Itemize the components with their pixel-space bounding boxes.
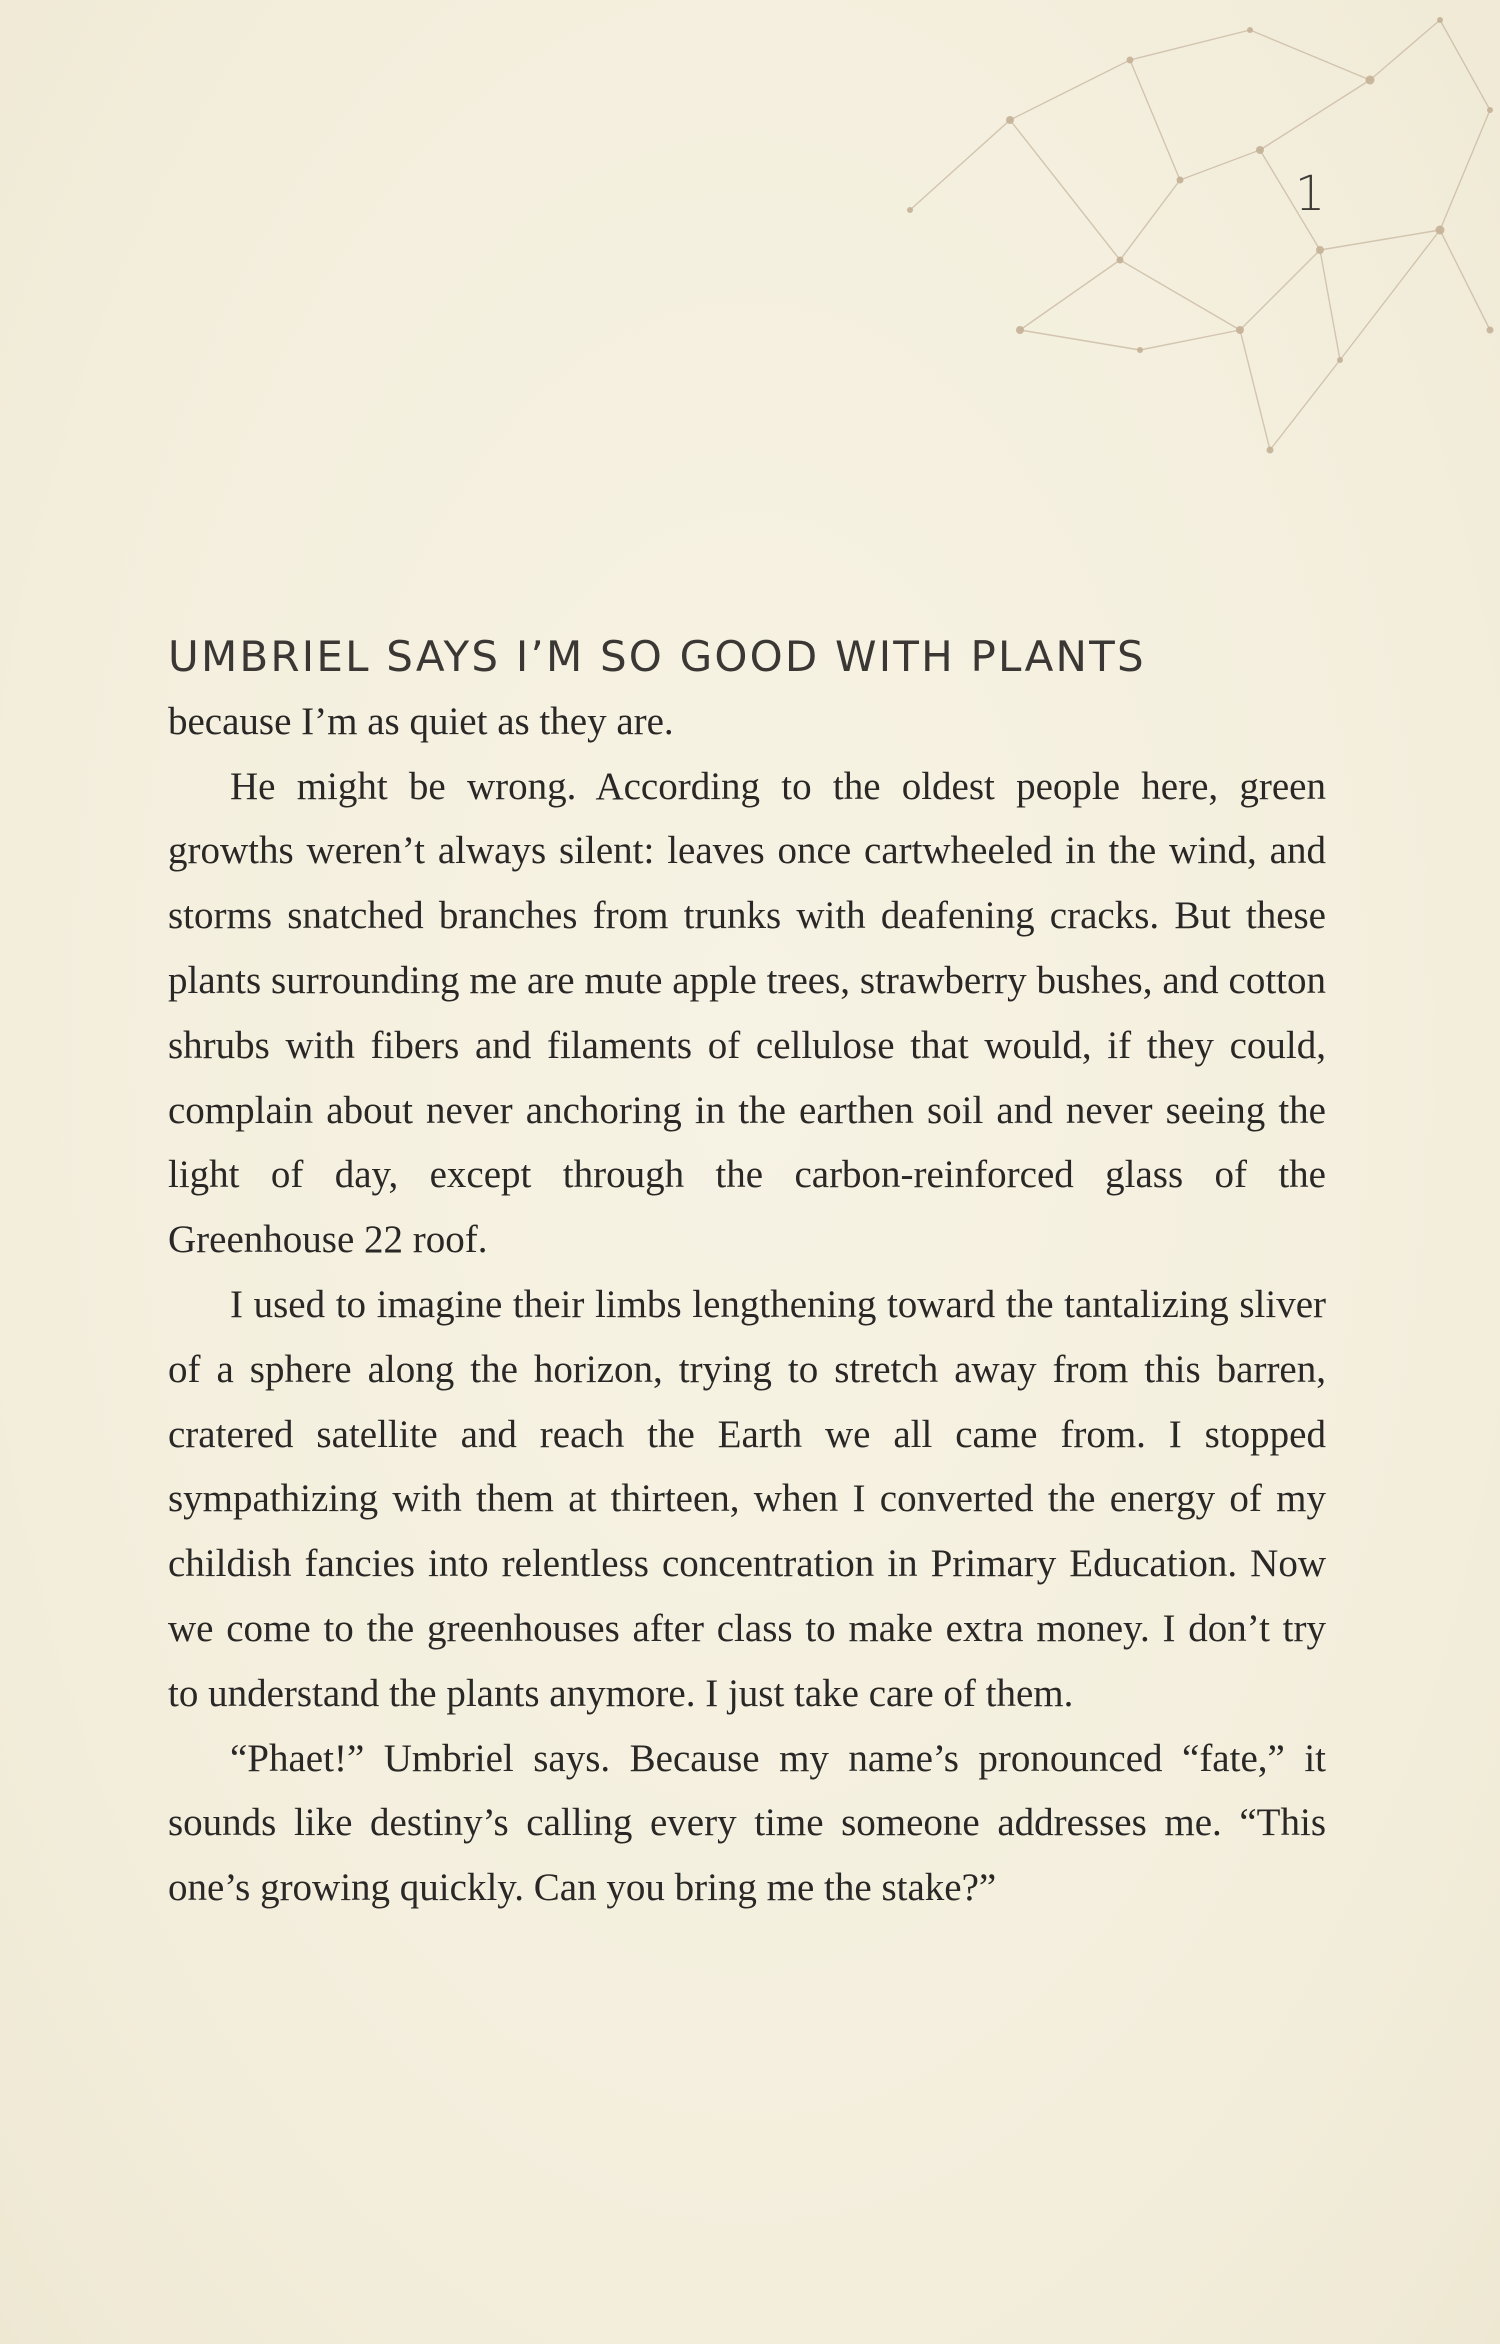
paragraph: “Phaet!” Umbriel says. Because my name’s pronounced “fate,” it sounds like destiny’s calling every time someone addresses me. “This one’s growing quickly. Can you bring me the stake?” xyxy=(168,1736,1326,1910)
chapter-text xyxy=(168,625,1326,1921)
paragraph: because I’m as quiet as they are. xyxy=(168,699,674,743)
chapter-number: 1 xyxy=(1294,166,1326,222)
constellation-ornament xyxy=(880,0,1500,480)
paragraph: I used to imagine their limbs lengthening toward the tantalizing sliver of a sphere along the horizon, trying to stretch away from this barren, cratered satellite and reach the Earth we all came from. I stopped sympathizing with them at thirteen, when I converted the energy of my childish fancies into relentless concentration in Primary Education. Now we come to the greenhouses after class to make extra money. I don’t try to understand the plants anymore. I just take care of them. xyxy=(168,1282,1326,1715)
opening-small-caps: UMBRIEL SAYS I’M SO GOOD WITH PLANTS xyxy=(168,632,1146,681)
paragraph: He might be wrong. According to the oldest people here, green growths weren’t always silent: leaves once cartwheeled in the wind, and storms snatched branches from trunks with deafening cracks. But these plants surrounding me are mute apple trees, strawberry bushes, and cotton shrubs with fibers and filaments of cellulose that would, if they could, complain about never anchoring in the earthen soil and never seeing the light of day, except through the carbon-reinforced glass of the Greenhouse 22 roof. xyxy=(168,764,1326,1262)
